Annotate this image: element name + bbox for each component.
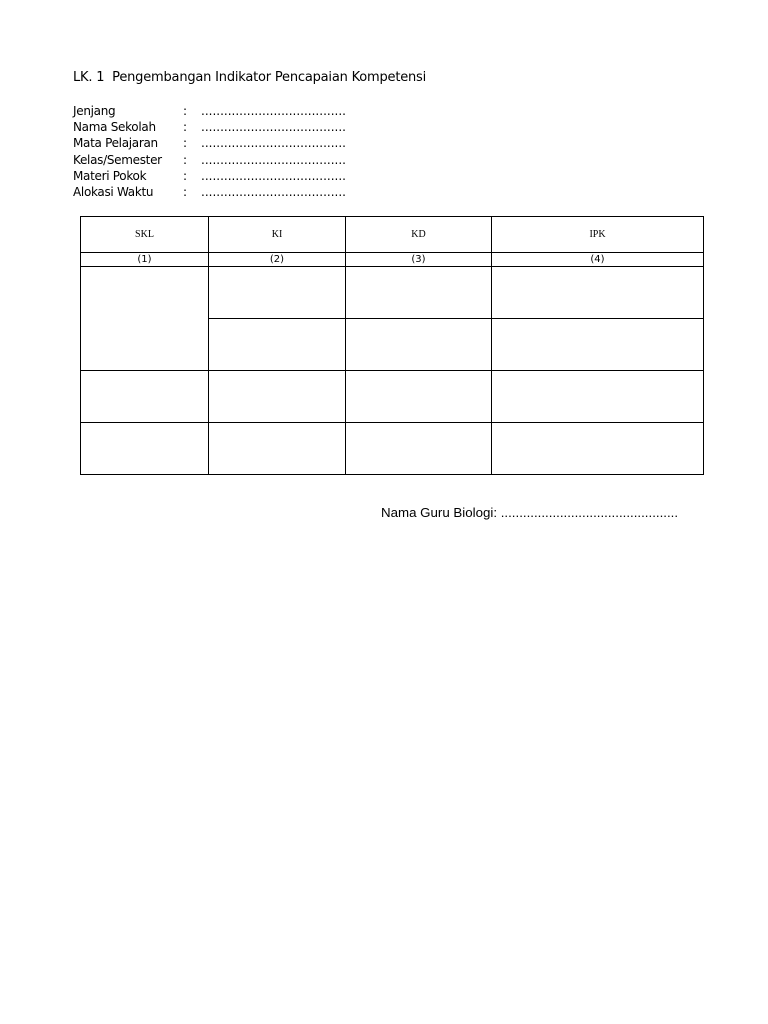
field-value-blank: ......................................	[201, 104, 346, 118]
field-row-materi-pokok	[73, 168, 346, 184]
header-ipk: IPK	[492, 217, 704, 253]
field-label: Mata Pelajaran	[73, 136, 158, 151]
table-cell-skl[interactable]	[81, 267, 209, 371]
field-colon: :	[183, 104, 187, 118]
table-cell-ipk[interactable]	[492, 267, 704, 319]
field-row-kelas-semester	[73, 152, 346, 168]
field-value-blank: ......................................	[201, 120, 346, 135]
table-cell-ki[interactable]	[209, 423, 346, 475]
field-row-mata-pelajaran	[73, 135, 346, 151]
field-label: Alokasi Waktu	[73, 184, 154, 199]
field-row-nama-sekolah	[73, 119, 346, 135]
table-cell-ipk[interactable]	[492, 319, 704, 371]
field-row-jenjang	[73, 103, 346, 119]
field-value-blank: ......................................	[201, 184, 346, 199]
field-label: Kelas/Semester	[73, 152, 162, 167]
field-value-blank: ......................................	[201, 152, 346, 167]
field-value-blank: ......................................	[201, 168, 346, 183]
table-cell-ki[interactable]	[209, 319, 346, 371]
column-number: (2)	[209, 253, 346, 267]
field-colon: :	[183, 168, 187, 183]
column-number: (3)	[346, 253, 492, 267]
table-cell-kd[interactable]	[346, 371, 492, 423]
identity-fields	[73, 103, 346, 200]
table-cell-ipk[interactable]	[492, 423, 704, 475]
table-cell-ki[interactable]	[209, 371, 346, 423]
field-label: Jenjang	[73, 104, 116, 118]
table-row	[81, 423, 704, 475]
table-cell-skl[interactable]	[81, 371, 209, 423]
field-label: Nama Sekolah	[73, 120, 156, 135]
header-kd: KD	[346, 217, 492, 253]
table-cell-ipk[interactable]	[492, 371, 704, 423]
table-number-row	[81, 253, 704, 267]
header-skl: SKL	[81, 217, 209, 253]
table-cell-kd[interactable]	[346, 319, 492, 371]
column-number: (4)	[492, 253, 704, 267]
column-number: (1)	[81, 253, 209, 267]
table-header-row	[81, 217, 704, 253]
field-colon: :	[183, 136, 187, 151]
table-cell-ki[interactable]	[209, 267, 346, 319]
header-ki: KI	[209, 217, 346, 253]
field-label: Materi Pokok	[73, 168, 147, 183]
field-colon: :	[183, 120, 187, 135]
table-cell-kd[interactable]	[346, 423, 492, 475]
teacher-signature-line: Nama Guru Biologi: ................................................	[381, 505, 679, 520]
table-row	[81, 267, 704, 319]
field-row-alokasi-waktu	[73, 184, 346, 200]
table-cell-kd[interactable]	[346, 267, 492, 319]
table-row	[81, 371, 704, 423]
field-value-blank: ......................................	[201, 136, 346, 151]
table-cell-skl[interactable]	[81, 423, 209, 475]
field-colon: :	[183, 184, 187, 199]
field-colon: :	[183, 152, 187, 167]
ipk-table	[80, 216, 704, 475]
page-title: LK. 1 Pengembangan Indikator Pencapaian Kompetensi	[73, 70, 427, 85]
